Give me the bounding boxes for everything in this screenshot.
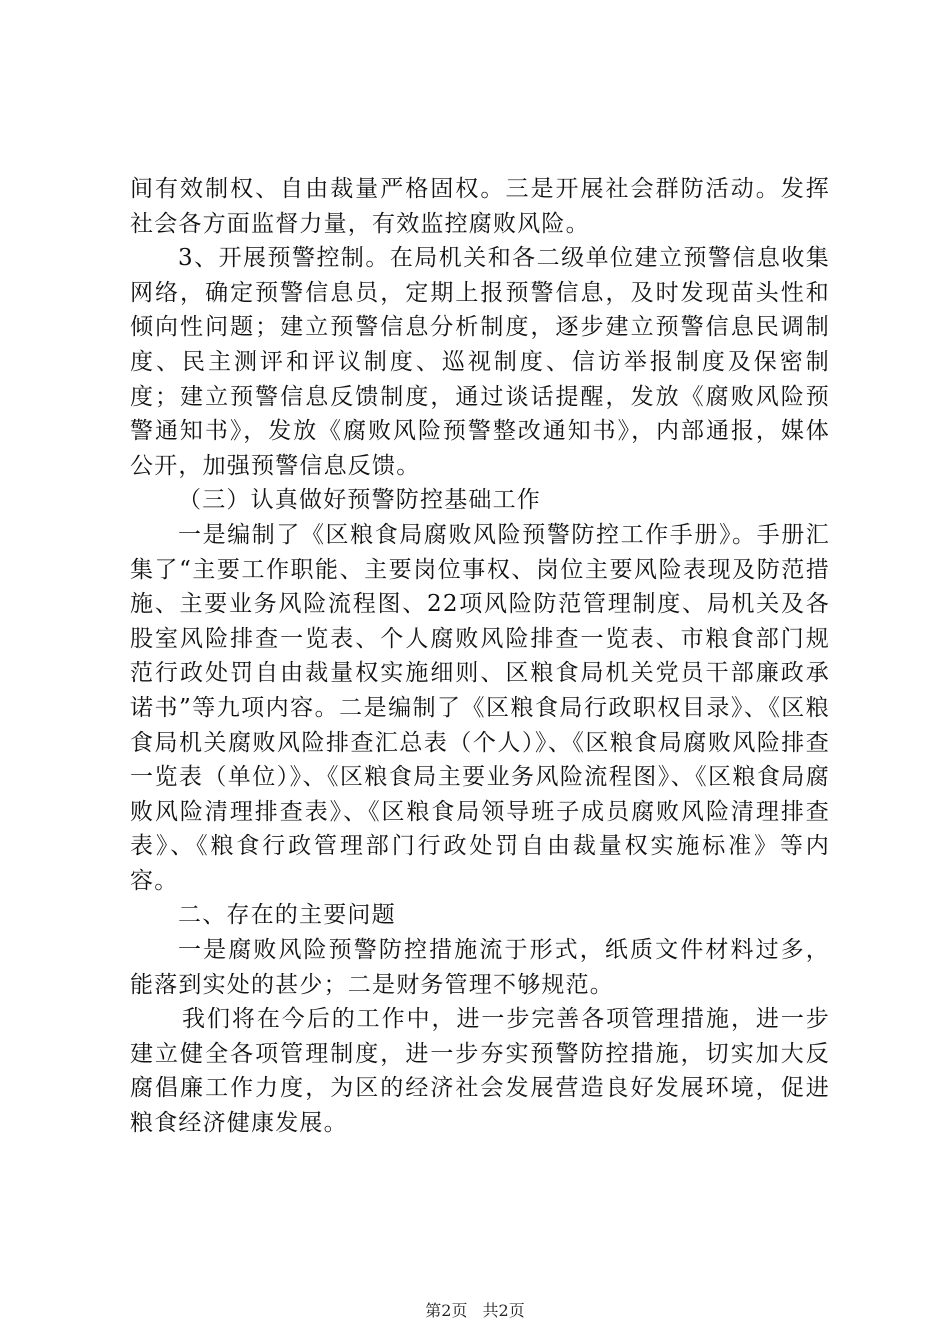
paragraph-manual-compilation: 一是编制了《区粮食局腐败风险预警防控工作手册》。手册汇集了“主要工作职能、主要岗位事权、岗位主要风险表现及防范措施、主要业务风险流程图、22项风险防范管理制度、局机关及各股室风险排查一览表、个人腐败风险排查一览表、市粮食部门规范行政处罚自由裁量权实施细则、区粮食局机关党员干部廉政承诺书”等九项内容。二是编制了《区粮食局行政职权目录》、《区粮食局机关腐败风险排查汇总表（个人）》、《区粮食局腐败风险排查一览表（单位）》、《区粮食局主要业务风险流程图》、《区粮食局腐败风险清理排查表》、《区粮食局领导班子成员腐败风险清理排查表》、《粮食行政管理部门行政处罚自由裁量权实施标准》等内容。	[130, 521, 830, 894]
page-footer	[0, 1298, 950, 1321]
paragraph-problems: 一是腐败风险预警防控措施流于形式，纸质文件材料过多，能落到实处的甚少；二是财务管理不够规范。	[130, 937, 830, 998]
section-heading-basic-work: （三）认真做好预警防控基础工作	[178, 487, 541, 514]
document-body	[130, 172, 830, 1141]
paragraph-continuation: 间有效制权、自由裁量严格固权。三是开展社会群防活动。发挥社会各方面监督力量，有效监控腐败风险。	[130, 176, 830, 237]
page-total: 共2页	[482, 1301, 525, 1320]
paragraph-early-warning-control: 3、开展预警控制。在局机关和各二级单位建立预警信息收集网络，确定预警信息员，定期上报预警信息，及时发现苗头性和倾向性问题；建立预警信息分析制度，逐步建立预警信息民调制度、民主测评和评议制度、巡视制度、信访举报制度及保密制度；建立预警信息反馈制度，通过谈话提醒，发放《腐败风险预警通知书》，发放《腐败风险预警整改通知书》，内部通报，媒体公开，加强预警信息反馈。	[130, 245, 830, 479]
section-heading-main-problems: 二、存在的主要问题	[178, 902, 396, 929]
paragraph-conclusion: 我们将在今后的工作中，进一步完善各项管理措施，进一步建立健全各项管理制度，进一步夯实预警防控措施，切实加大反腐倡廉工作力度，为区的经济社会发展营造良好发展环境，促进粮食经济健康发展。	[130, 1006, 830, 1137]
page-number: 第2页	[425, 1301, 468, 1320]
